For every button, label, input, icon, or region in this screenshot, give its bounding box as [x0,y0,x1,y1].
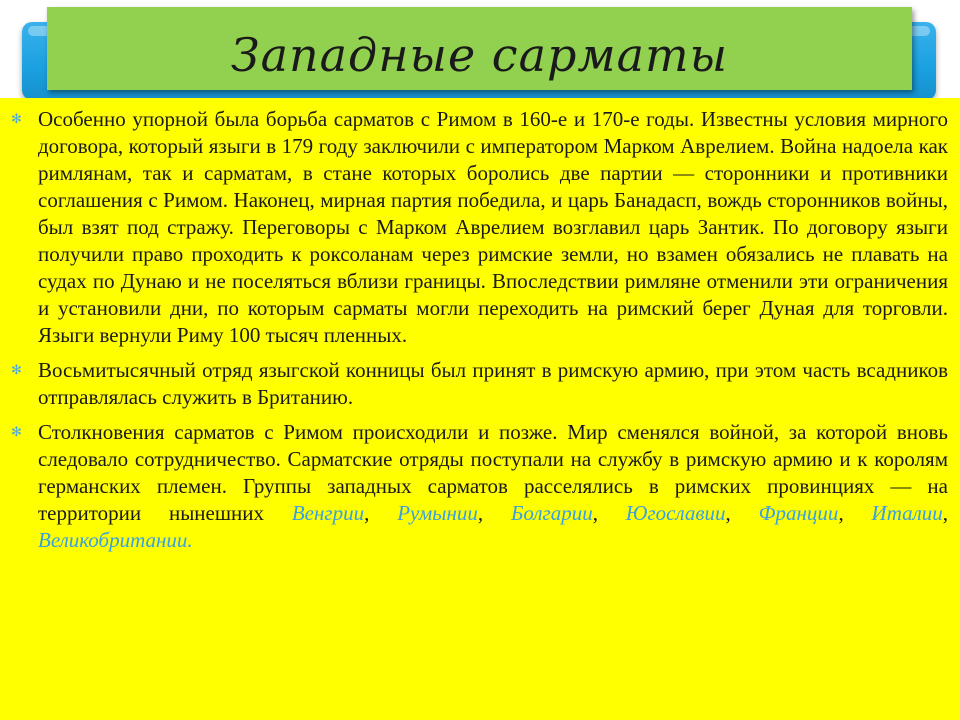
slide-title: Западные сарматы [230,28,729,82]
bullet-text: Столкновения сарматов с Римом происходили и позже. Мир сменялся войной, за которой вновь следовало сотрудничество. Сарматские отряды поступали на службу в римскую армию и к королям германских племен. Группы западных сарматов расселялись в римских провинциях — на территории нынешних [38,420,948,525]
link-country[interactable]: Венгрии [291,501,365,525]
bullet-item-cavalry [0,357,960,411]
link-country[interactable]: Италии [871,501,943,525]
bullet-item-settlement [0,419,960,554]
link-separator: , [364,501,398,525]
bullet-text: Особенно упорной была борьба сарматов с Римом в 160-е и 170-е годы. Известны условия мирного договора, который языги в 179 году заключили с императором Марком Аврелием. Война надоела как римлянам, так и сарматам, в стане которых боролись две партии — сторонники и противники соглашения с Римом. Наконец, мирная партия победила, и царь Банадасп, вождь сторонников войны, был взят под стражу. Переговоры с Марком Аврелием возглавил царь Зантик. По договору языги получили право проходить к роксоланам через римские земли, но взамен обязались не плавать на судах по Дунаю и не поселяться вблизи границы. Впоследствии римляне отменили эти ограничения и установили дни, по которым сарматы могли переходить на римский берег Дуная для торговли. Языги вернули Риму 100 тысяч пленных. [38,107,948,347]
link-country[interactable]: Югославии [625,501,726,525]
link-separator: , [592,501,626,525]
bullet-text: Восьмитысячный отряд языгской конницы был принят в римскую армию, при этом часть всадников отправлялась служить в Британию. [38,358,948,409]
link-separator: , [477,501,511,525]
bullet-end-punctuation: . [187,528,193,552]
link-separator: , [725,501,759,525]
snowflake-bullet-icon: ✻ [11,363,22,378]
snowflake-bullet-icon: ✻ [11,425,22,440]
bullet-list [0,106,960,562]
snowflake-bullet-icon: ✻ [11,112,22,127]
title-box [47,7,912,90]
link-separator: , [942,501,949,525]
link-country[interactable]: Франции [758,501,839,525]
bullet-item-treaty [0,106,960,349]
link-country[interactable]: Болгарии [510,501,593,525]
link-country[interactable]: Румынии [397,501,478,525]
content-area [0,98,960,720]
link-country[interactable]: Великобритании [38,528,188,552]
link-separator: , [838,501,872,525]
